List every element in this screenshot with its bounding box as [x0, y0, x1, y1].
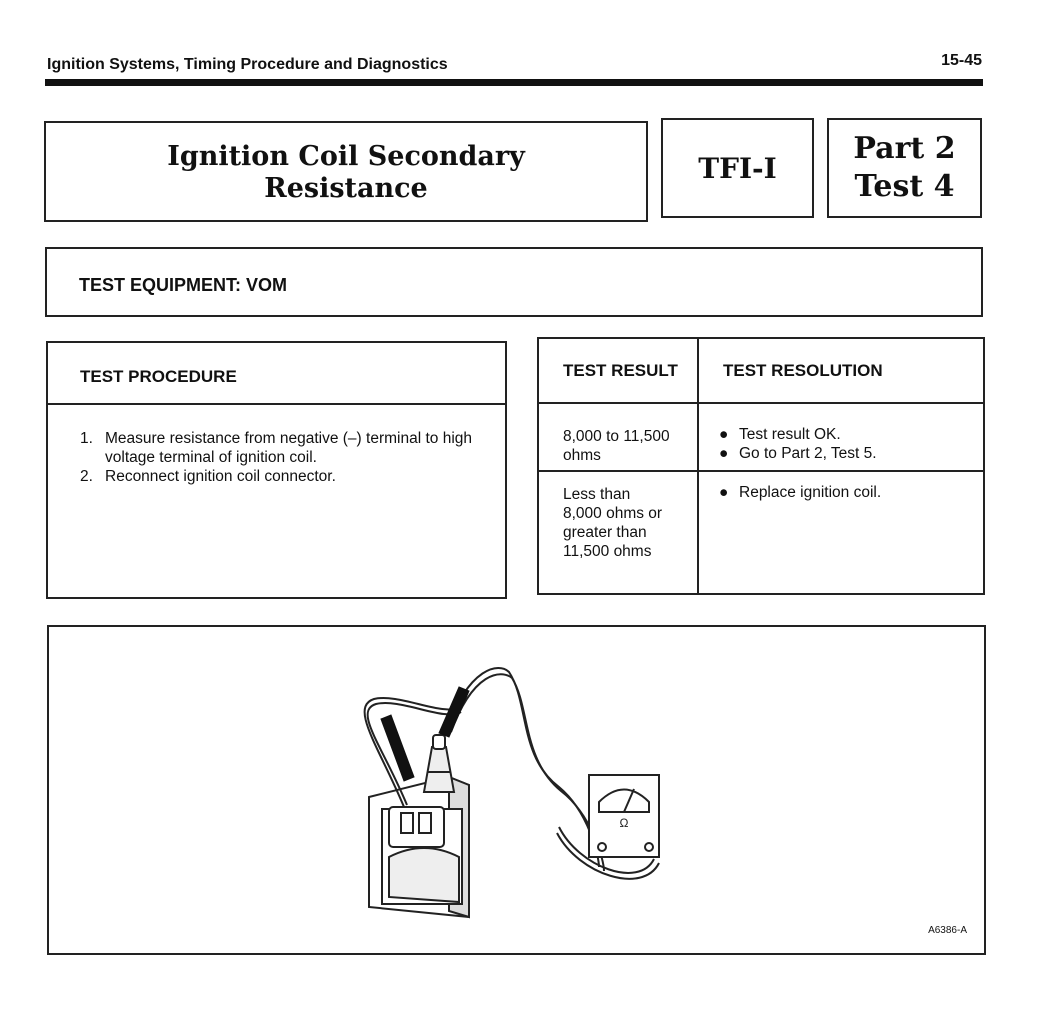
step-text: Reconnect ignition coil connector. — [105, 468, 336, 485]
row-divider — [539, 402, 983, 404]
probe-icon — [381, 687, 469, 781]
figure-box — [47, 625, 986, 955]
list-item: ● Go to Part 2, Test 5. — [719, 445, 877, 462]
title-line-2: Resistance — [264, 173, 428, 204]
procedure-step — [80, 467, 490, 486]
part-label: Part 2 — [853, 131, 956, 166]
equipment-text: TEST EQUIPMENT: VOM — [79, 275, 288, 295]
title-box — [44, 121, 648, 222]
procedure-steps — [80, 429, 490, 486]
title-line-1: Ignition Coil Secondary — [167, 141, 525, 172]
list-item: ● Replace ignition coil. — [719, 484, 882, 501]
section-title: Ignition Systems, Timing Procedure and Diagnostics — [47, 56, 448, 73]
procedure-box — [46, 341, 507, 599]
step-number: 2. — [80, 468, 93, 485]
system-box — [661, 118, 814, 218]
column-header-resolution: TEST RESOLUTION — [723, 361, 883, 380]
table-cell-result: 8,000 to 11,500 ohms — [563, 428, 670, 464]
table-cell-result: Less than 8,000 ohms or greater than 11,500 ohms — [563, 486, 663, 560]
table-cell-resolution — [719, 425, 969, 463]
table-cell-resolution — [719, 483, 969, 502]
test-label: Test 4 — [854, 169, 955, 204]
equipment-box — [45, 247, 983, 317]
page-title — [46, 141, 646, 205]
list-item: ● Test result OK. — [719, 426, 841, 443]
step-text: Measure resistance from negative (–) terminal to high voltage terminal of ignition coil. — [105, 430, 472, 466]
procedure-step — [80, 429, 490, 467]
results-table — [537, 337, 985, 595]
figure-id: A6386-A — [928, 925, 967, 936]
header-rule — [45, 79, 983, 86]
procedure-heading: TEST PROCEDURE — [80, 367, 237, 386]
column-header-result: TEST RESULT — [563, 361, 678, 380]
procedure-header — [48, 343, 505, 405]
ohm-symbol: Ω — [619, 816, 629, 830]
column-divider — [697, 339, 699, 593]
coil-meter-illustration — [49, 627, 984, 953]
row-divider — [539, 470, 983, 472]
bullet-icon: ● — [719, 426, 729, 443]
part-test-box — [827, 118, 982, 218]
step-number: 1. — [80, 430, 93, 447]
page-number: 15-45 — [941, 52, 982, 69]
system-label: TFI-I — [698, 152, 777, 185]
bullet-icon: ● — [719, 445, 729, 462]
part-test-label — [829, 130, 980, 206]
bullet-icon: ● — [719, 484, 729, 501]
